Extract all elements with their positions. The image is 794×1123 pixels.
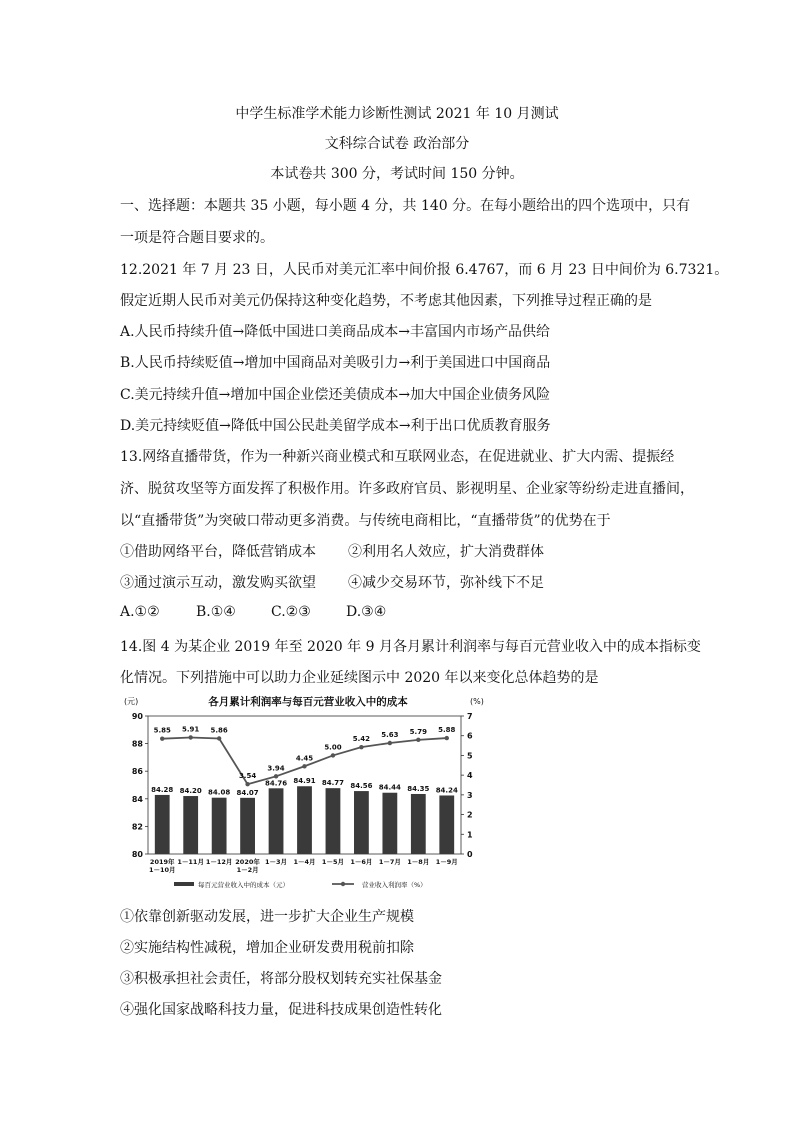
cost-bar-label: 84.44 [378, 783, 401, 792]
profit-rate-label: 5.88 [438, 726, 456, 735]
cost-bar [240, 798, 255, 854]
q13-choice-d: D.③④ [346, 604, 387, 620]
profit-rate-label: 5.86 [210, 726, 228, 735]
cost-bar-label: 84.91 [293, 777, 316, 786]
q14-item-1: ①依靠创新驱动发展，进一步扩大企业生产规模 [120, 909, 414, 925]
profit-rate-label: 5.63 [381, 731, 399, 740]
profit-rate-point [245, 782, 249, 786]
x-axis-label: 1－9月 [435, 858, 458, 866]
x-axis-label: 1－8月 [407, 858, 430, 866]
legend-bar-swatch [174, 882, 194, 886]
q12-option-a: A.人民币持续升值→降低中国进口美商品成本→丰富国内市场产品供给 [120, 324, 551, 340]
q14-item-2: ②实施结构性减税，增加企业研发费用税前扣除 [120, 940, 414, 956]
profit-rate-point [445, 736, 449, 740]
right-axis-tick-label: 4 [467, 771, 473, 781]
cost-bar [326, 788, 341, 854]
cost-bar-label: 84.76 [264, 779, 288, 788]
cost-bar-label: 84.24 [435, 786, 458, 795]
profit-rate-point [388, 741, 392, 745]
q13-stem-line2: 济、脱贫攻坚等方面发挥了积极作用。许多政府官员、影视明星、企业家等纷纷走进直播间， [120, 481, 694, 497]
section-instruction-line2: 一项是符合题目要求的。 [120, 230, 274, 246]
profit-rate-label: 3.94 [267, 764, 285, 773]
cost-bar-label: 84.08 [208, 788, 231, 797]
right-axis-tick-label: 6 [467, 731, 473, 741]
cost-bar [269, 788, 284, 854]
x-axis-label: 2020年 [235, 858, 260, 866]
cost-bar-label: 84.56 [350, 782, 373, 791]
q14-item-3: ③积极承担社会责任，将部分股权划转充实社保基金 [120, 971, 442, 987]
right-axis-tick-label: 5 [467, 751, 473, 761]
paper-subtitle: 文科综合试卷 政治部分 [324, 136, 470, 152]
q13-item-1: ①借助网络平台，降低营销成本 [120, 544, 316, 560]
x-axis-label: 1－11月 [177, 858, 204, 866]
cost-bar-label: 84.35 [407, 784, 430, 793]
q12-option-c: C.美元持续升值→增加中国企业偿还美债成本→加大中国企业债务风险 [120, 387, 551, 403]
left-axis-tick-label: 82 [131, 822, 143, 832]
cost-bar [354, 791, 369, 854]
chart-svg [118, 690, 493, 890]
cost-bar [411, 794, 426, 854]
cost-bar [382, 793, 397, 854]
q14-stem-line1: 14.图 4 为某企业 2019 年至 2020 年 9 月各月累计利润率与每百元营业收入中的成本指标变 [120, 639, 701, 655]
q12-stem-line1: 12.2021 年 7 月 23 日，人民币对美元汇率中间价报 6.4767，而 6 月 23 日中间价为 6.7321。 [120, 262, 729, 278]
q14-item-4: ④强化国家战略科技力量，促进科技成果创造性转化 [120, 1002, 442, 1018]
right-axis-tick-label: 3 [467, 790, 473, 800]
x-axis-label: 1－6月 [350, 858, 373, 866]
q14-stem-line2: 化情况。下列措施中可以助力企业延续图示中 2020 年以来变化总体趋势的是 [120, 670, 599, 686]
profit-rate-point [160, 736, 164, 740]
exam-title: 中学生标准学术能力诊断性测试 2021 年 10 月测试 [235, 106, 559, 122]
left-axis-tick-label: 88 [131, 739, 143, 749]
x-axis-label: 1－5月 [321, 858, 344, 866]
cost-bar-label: 84.77 [321, 779, 345, 788]
cost-bar [297, 786, 312, 854]
right-axis-unit: (%) [470, 697, 484, 706]
x-axis-label: 1－3月 [265, 858, 288, 866]
cost-bar-label: 84.28 [151, 785, 174, 794]
q12-stem-line2: 假定近期人民币对美元仍保持这种变化趋势，不考虑其他因素，下列推导过程正确的是 [120, 293, 652, 309]
profit-rate-point [416, 738, 420, 742]
left-axis-unit: (元) [124, 697, 139, 706]
profit-rate-point [188, 735, 192, 739]
x-axis-label: 1－10月 [148, 866, 176, 874]
left-axis-tick-label: 86 [131, 767, 143, 777]
left-axis-tick-label: 84 [131, 794, 143, 804]
q13-choice-c: C.②③ [271, 604, 311, 620]
legend-bar-label: 每百元营业收入中的成本（元） [198, 881, 289, 889]
chart-title: 各月累计利润率与每百元营业收入中的成本 [208, 696, 408, 708]
profit-rate-point [359, 745, 363, 749]
q13-stem-line1: 13.网络直播带货，作为一种新兴商业模式和互联网业态，在促进就业、扩大内需、提振经 [120, 449, 675, 465]
q13-choice-b: B.①④ [196, 604, 236, 620]
profit-rate-label: 5.79 [409, 727, 427, 736]
profit-rate-label: 5.00 [324, 743, 342, 752]
legend-line-label: 营业收入利润率（%） [362, 881, 427, 889]
exam-info: 本试卷共 300 分，考试时间 150 分钟。 [270, 166, 524, 182]
q13-item-4: ④减少交易环节，弥补线下不足 [348, 575, 544, 591]
q13-item-2: ②利用名人效应，扩大消费群体 [348, 544, 544, 560]
profit-rate-label: 5.42 [352, 735, 371, 744]
profit-rate-label: 3.54 [238, 772, 257, 781]
right-axis-tick-label: 2 [467, 810, 473, 820]
profit-cost-chart [118, 690, 493, 890]
q13-choice-a: A.①② [120, 604, 160, 620]
cost-bar-label: 84.20 [179, 787, 202, 796]
cost-bar [212, 798, 227, 854]
profit-rate-label: 5.91 [182, 725, 200, 734]
legend-line-marker [341, 882, 345, 886]
profit-rate-point [274, 774, 278, 778]
right-axis-tick-label: 1 [467, 830, 473, 840]
x-axis-label: 1－7月 [378, 858, 401, 866]
x-axis-label: 1－12月 [205, 858, 233, 866]
x-axis-label: 1－4月 [293, 858, 316, 866]
x-axis-label: 1－2月 [236, 866, 259, 874]
q13-stem-line3: 以“直播带货”为突破口带动更多消费。与传统电商相比，“直播带货”的优势在于 [120, 513, 611, 529]
left-axis-tick-label: 90 [131, 712, 143, 721]
profit-rate-point [302, 764, 306, 768]
profit-rate-point [217, 736, 221, 740]
x-axis-label: 2019年 [149, 858, 175, 866]
profit-rate-label: 4.45 [295, 754, 314, 763]
q13-item-3: ③通过演示互动，激发购买欲望 [120, 575, 316, 591]
cost-bar [183, 796, 198, 854]
right-axis-tick-label: 0 [467, 850, 473, 859]
profit-rate-point [331, 753, 335, 757]
q12-option-d: D.美元持续贬值→降低中国公民赴美留学成本→利于出口优质教育服务 [120, 418, 551, 434]
profit-rate-label: 5.85 [153, 726, 171, 735]
section-instruction-line1: 一、选择题：本题共 35 小题，每小题 4 分，共 140 分。在每小题给出的四个选项中，只有 [120, 198, 691, 214]
left-axis-tick-label: 80 [131, 850, 143, 859]
cost-bar [155, 795, 170, 854]
q12-option-b: B.人民币持续贬值→增加中国商品对美吸引力→利于美国进口中国商品 [120, 355, 551, 371]
right-axis-tick-label: 7 [467, 712, 473, 721]
cost-bar-label: 84.07 [236, 788, 259, 797]
cost-bar [439, 795, 454, 854]
